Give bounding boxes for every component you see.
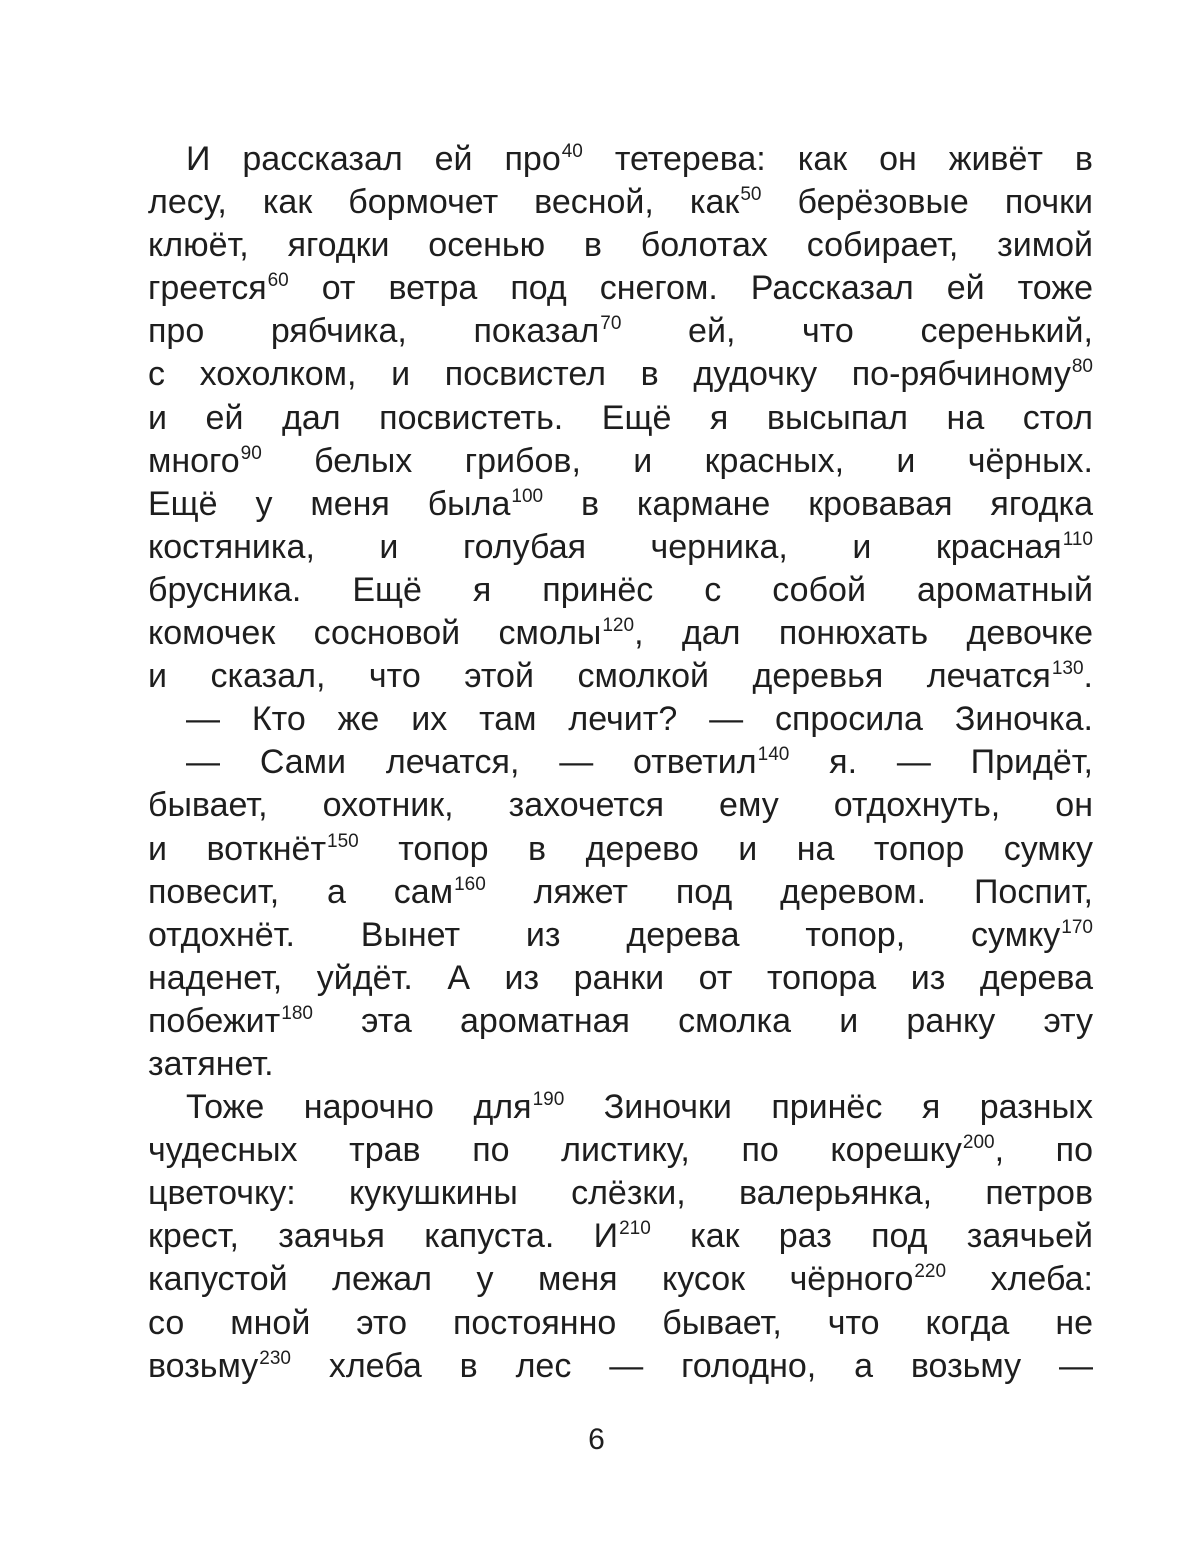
line-text: от ветра под снегом. Рассказал ей тоже (288, 269, 1093, 308)
word-count-marker: 90 (240, 442, 262, 464)
text-line (148, 1043, 1093, 1086)
text-line (148, 957, 1093, 1000)
word-count-marker: 110 (1062, 528, 1093, 550)
line-text: в кармане кровавая ягодка (543, 484, 1094, 523)
text-line (148, 741, 1093, 784)
text-line (148, 310, 1093, 353)
text-line (148, 440, 1093, 483)
text-line (148, 1302, 1093, 1345)
text-line (148, 181, 1093, 224)
line-text: , дал понюхать девочке (634, 614, 1094, 653)
line-text: , по (994, 1131, 1093, 1170)
word-count-marker: 40 (561, 141, 583, 162)
word-count-marker: 170 (1061, 916, 1093, 938)
word-count-marker: 200 (962, 1132, 995, 1154)
text-line (148, 784, 1093, 827)
line-text: со мной это постоянно бывает, что когда не (148, 1303, 1093, 1342)
text-line (148, 828, 1093, 871)
line-text: клюёт, ягодки осенью в болотах собирает, зимой (148, 226, 1093, 265)
line-text: комочек сосновой смолы (148, 614, 602, 653)
line-text: греется (148, 269, 267, 308)
word-count-marker: 190 (532, 1089, 565, 1111)
line-text: отдохнёт. Вынет из дерева топор, сумку (148, 915, 1061, 954)
word-count-marker: 210 (619, 1218, 651, 1240)
word-count-marker: 80 (1071, 356, 1093, 378)
word-count-marker: 130 (1051, 658, 1084, 680)
text-line (148, 267, 1093, 310)
text-line (148, 569, 1093, 612)
line-text: и воткнёт (148, 829, 327, 868)
text-line (148, 871, 1093, 914)
text-line (148, 1215, 1093, 1258)
line-text: эта ароматная смолка и ранку эту (312, 1001, 1093, 1040)
line-text: я. — Придёт, (789, 743, 1093, 782)
line-text: костяника, и голубая черника, и красная (148, 527, 1062, 566)
word-count-marker: 160 (454, 873, 486, 895)
line-text: цветочку: кукушкины слёзки, валерьянка, петров (148, 1174, 1093, 1213)
line-text: брусника. Ещё я принёс с собой ароматный (148, 570, 1093, 609)
text-line (148, 655, 1093, 698)
word-count-marker: 140 (757, 744, 790, 766)
line-text: повесит, а сам (148, 872, 454, 911)
line-text: возьму (148, 1346, 259, 1385)
line-text: хлеба: (946, 1260, 1093, 1299)
line-text: ей, что серенький, (621, 312, 1093, 351)
text-line (148, 1172, 1093, 1215)
line-text: побежит (148, 1001, 281, 1040)
text-line (148, 1000, 1093, 1043)
line-text: чудесных трав по листику, по корешку (148, 1131, 962, 1170)
line-text: белых грибов, и красных, и чёрных. (261, 441, 1093, 480)
line-text: про рябчика, показал (148, 312, 600, 351)
line-text: бывает, охотник, захочется ему отдохнуть, он (148, 786, 1093, 825)
text-line (148, 612, 1093, 655)
word-count-marker: 230 (259, 1347, 291, 1369)
text-line (148, 1258, 1093, 1301)
word-count-marker: 70 (600, 313, 622, 335)
line-text: лесу, как бормочет весной, как (148, 183, 740, 222)
text-line (148, 224, 1093, 267)
text-line (148, 353, 1093, 396)
text-body (148, 138, 1093, 1388)
line-text: берёзовые почки (761, 183, 1093, 222)
line-text: как раз под заячьей (650, 1217, 1094, 1256)
word-count-marker: 220 (914, 1261, 947, 1283)
line-text: и сказал, что этой смолкой деревья лечатся (148, 657, 1051, 696)
word-count-marker: 150 (327, 830, 359, 852)
line-text: с хохолком, и посвистел в дудочку по-рябчиному (148, 355, 1071, 394)
word-count-marker: 50 (740, 184, 762, 206)
text-line (148, 698, 1093, 741)
line-text: Зиночки принёс я разных (564, 1088, 1093, 1127)
line-text: капустой лежал у меня кусок чёрного (148, 1260, 914, 1299)
line-text: И рассказал ей про (186, 140, 561, 178)
line-text: . (1083, 657, 1093, 696)
text-line (148, 397, 1093, 440)
line-text: — Кто же их там лечит? — спросила Зиночка. (186, 700, 1093, 739)
line-text: ляжет под деревом. Поспит, (485, 872, 1093, 911)
word-count-marker: 120 (602, 615, 635, 637)
line-text: топор в дерево и на топор сумку (358, 829, 1093, 868)
line-text: и ей дал посвистеть. Ещё я высыпал на стол (148, 398, 1093, 437)
line-text: затянет. (148, 1044, 274, 1083)
word-count-marker: 100 (511, 485, 544, 507)
word-count-marker: 180 (281, 1002, 313, 1024)
text-line (148, 1345, 1093, 1388)
text-line (148, 526, 1093, 569)
line-text: — Сами лечатся, — ответил (186, 743, 757, 782)
line-text: много (148, 441, 240, 480)
line-text: Ещё у меня была (148, 484, 511, 523)
text-line (148, 138, 1093, 181)
line-text: Тоже нарочно для (186, 1088, 532, 1127)
text-line (148, 914, 1093, 957)
line-text: тетерева: как он живёт в (582, 140, 1093, 178)
line-text: хлеба в лес — голодно, а возьму — (290, 1346, 1093, 1385)
text-line (148, 1129, 1093, 1172)
text-line (148, 483, 1093, 526)
word-count-marker: 60 (267, 270, 289, 292)
line-text: наденет, уйдёт. А из ранки от топора из дерева (148, 958, 1093, 997)
page-number: 6 (588, 1423, 605, 1456)
text-line (148, 1086, 1093, 1129)
line-text: крест, заячья капуста. И (148, 1217, 619, 1256)
